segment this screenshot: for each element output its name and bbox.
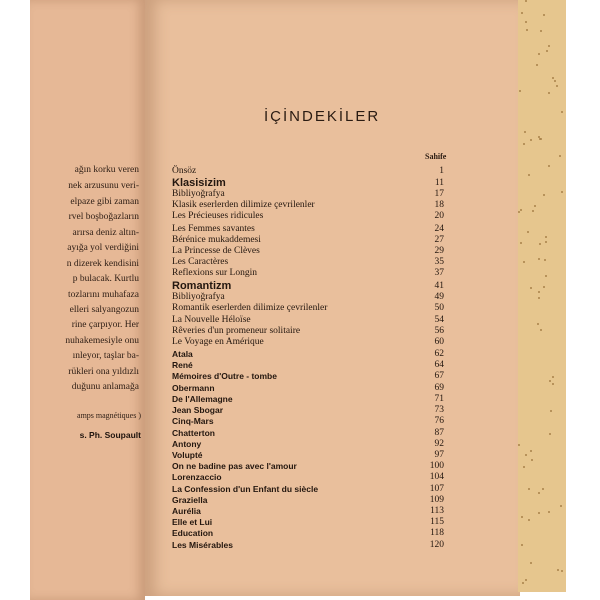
paper-speck [532, 210, 534, 212]
paper-speck [528, 174, 530, 176]
toc-entry-title: Klasisizim [172, 177, 226, 189]
toc-entry [172, 383, 444, 393]
toc-entry-page: 97 [434, 450, 444, 460]
toc-entry [172, 292, 444, 302]
paper-speck [543, 14, 545, 16]
paper-speck [545, 241, 547, 243]
toc-entry-page: 120 [429, 540, 444, 550]
page-edge-stack [518, 0, 566, 592]
paper-speck [560, 505, 562, 507]
paper-speck [525, 454, 527, 456]
toc-entry-title: Chatterton [172, 428, 215, 438]
paper-speck [552, 376, 554, 378]
toc-entry-title: Rêveries d'un promeneur solitaire [172, 326, 301, 336]
paper-speck [518, 444, 520, 446]
paper-speck [548, 45, 550, 47]
paper-speck [561, 570, 563, 572]
paper-speck [552, 383, 554, 385]
toc-entry [172, 506, 444, 516]
paper-speck [525, 0, 527, 2]
paper-speck [536, 64, 538, 66]
toc-entry-title: Les Misérables [172, 540, 233, 550]
paper-speck [538, 512, 540, 514]
toc-entry-page: 24 [434, 224, 444, 234]
toc-entry-title: Education [172, 528, 214, 538]
toc-entry-title: Le Voyage en Amérique [172, 337, 264, 347]
paper-speck [554, 80, 556, 82]
toc-entry-title: Jean Sbogar [172, 405, 224, 415]
toc-entry-page: 27 [434, 235, 444, 245]
paper-speck [538, 297, 540, 299]
toc-entry-title: La Princesse de Clèves [172, 246, 260, 256]
paper-speck [525, 21, 527, 23]
toc-entry [172, 200, 444, 210]
left-page-text-line: nek arzusunu veri- [68, 181, 139, 191]
toc-entry-page: 50 [434, 303, 444, 313]
left-page-text-line: duğunu anlamağa [71, 382, 139, 392]
toc-section-heading [172, 281, 444, 291]
paper-speck [527, 231, 529, 233]
toc-entry [172, 166, 444, 176]
toc-entry-page: 18 [434, 200, 444, 210]
left-page-text-line: ağın korku veren [74, 165, 139, 175]
toc-entry-page: 69 [434, 383, 444, 393]
toc-entry [172, 303, 444, 313]
paper-speck [521, 516, 523, 518]
toc-entry-page: 109 [429, 495, 444, 505]
toc-entry-page: 49 [434, 292, 444, 302]
left-page-text-line: elleri salyangozun [69, 305, 139, 315]
contents-title: İÇİNDEKİLER [264, 108, 381, 125]
toc-entry-title: Önsöz [172, 166, 197, 176]
toc-entry [172, 416, 444, 426]
paper-speck [524, 131, 526, 133]
toc-entry-title: Antony [172, 439, 202, 449]
toc-entry-page: 71 [434, 394, 444, 404]
paper-speck [528, 488, 530, 490]
toc-entry [172, 450, 444, 460]
toc-entry [172, 189, 444, 199]
toc-entry-page: 87 [434, 428, 444, 438]
toc-entry [172, 528, 444, 538]
left-page-text-line: p bulacak. Kurtlu [72, 274, 139, 284]
toc-entry [172, 484, 444, 494]
toc-entry-title: La Confession d'un Enfant du siècle [172, 484, 319, 494]
toc-entry-page: 100 [429, 461, 444, 471]
toc-entry-title: Aurélia [172, 506, 201, 516]
toc-entry [172, 257, 444, 267]
paper-speck [544, 259, 546, 261]
toc-entry-title: Romantik eserlerden dilimize çevrilenler [172, 303, 328, 313]
toc-entry-title: Romantizm [172, 280, 232, 292]
toc-entry-title: Reflexions sur Longin [172, 268, 257, 278]
toc-entry [172, 360, 444, 370]
toc-entry-title: La Nouvelle Héloïse [172, 315, 251, 325]
paper-speck [561, 111, 563, 113]
left-page-text-line: elpaze gibi zaman [70, 197, 139, 207]
paper-speck [521, 544, 523, 546]
toc-entry-title: Klasik eserlerden dilimize çevrilenler [172, 200, 315, 210]
paper-speck [521, 12, 523, 14]
toc-entry-page: 115 [430, 517, 444, 527]
toc-entry-title: On ne badine pas avec l'amour [172, 461, 297, 471]
toc-entry-page: 73 [434, 405, 444, 415]
paper-speck [520, 242, 522, 244]
toc-entry [172, 439, 444, 449]
paper-speck [550, 410, 552, 412]
toc-entry-page: 76 [434, 416, 444, 426]
toc-entry-title: Bérénice mukaddemesi [172, 235, 261, 245]
toc-entry-page: 92 [434, 439, 444, 449]
paper-speck [545, 236, 547, 238]
left-page-text-line: rükleri ona yıldızlı [68, 367, 139, 377]
toc-section-heading [172, 178, 444, 188]
toc-entry-page: 62 [434, 349, 444, 359]
left-page-text-line: n dizerek kendisini [66, 259, 139, 269]
paper-speck [526, 29, 528, 31]
toc-entry [172, 495, 444, 505]
paper-speck [538, 258, 540, 260]
paper-speck [552, 77, 554, 79]
paper-speck [543, 286, 545, 288]
toc-entry-page: 56 [434, 326, 444, 336]
paper-speck [549, 433, 551, 435]
left-facing-page [30, 0, 145, 600]
paper-speck [540, 30, 542, 32]
paper-speck [548, 165, 550, 167]
paper-speck [530, 562, 532, 564]
toc-entry-title: Graziella [172, 495, 208, 505]
toc-entry-page: 118 [430, 528, 444, 538]
paper-speck [523, 261, 525, 263]
left-page-text-line: ınleyor, taşlar ba- [72, 351, 139, 361]
paper-speck [540, 329, 542, 331]
paper-speck [546, 50, 548, 52]
toc-entry-page: 64 [434, 360, 444, 370]
toc-entry-title: Elle et Lui [172, 517, 213, 527]
toc-entry-page: 29 [434, 246, 444, 256]
toc-entry-page: 37 [434, 268, 444, 278]
toc-entry [172, 371, 444, 381]
toc-entry [172, 246, 444, 256]
toc-entry [172, 315, 444, 325]
paper-speck [518, 211, 520, 213]
toc-entry-title: De l'Allemagne [172, 394, 233, 404]
toc-entry-page: 54 [434, 315, 444, 325]
paper-speck [539, 138, 541, 140]
paper-speck [530, 450, 532, 452]
paper-speck [523, 143, 525, 145]
toc-entry [172, 540, 444, 550]
left-page-author: s. Ph. Soupault [79, 430, 141, 440]
paper-speck [548, 511, 550, 513]
left-page-text-line: rvel boşboğazların [68, 212, 139, 222]
left-page-text-line: ayığa yol verdiğini [67, 243, 139, 253]
paper-speck [561, 191, 563, 193]
toc-entry-page: 60 [434, 337, 444, 347]
toc-entry-title: Les Caractères [172, 257, 229, 267]
left-page-text-line: nuhakemesiyle onu [65, 336, 139, 346]
paper-speck [548, 92, 550, 94]
paper-speck [557, 569, 559, 571]
toc-entry-title: Mémoires d'Outre - tombe [172, 371, 277, 381]
toc-entry [172, 211, 444, 221]
toc-entry [172, 337, 444, 347]
paper-speck [528, 519, 530, 521]
paper-speck [539, 243, 541, 245]
toc-entry-page: 35 [434, 257, 444, 267]
paper-speck [545, 275, 547, 277]
paper-speck [530, 287, 532, 289]
toc-entry [172, 461, 444, 471]
toc-entry-title: Bibliyoğrafya [172, 292, 225, 302]
paper-speck [542, 488, 544, 490]
paper-speck [538, 291, 540, 293]
toc-entry-page: 11 [434, 178, 444, 188]
paper-speck [556, 85, 558, 87]
toc-entry-page: 17 [434, 189, 444, 199]
toc-entry-title: Volupté [172, 450, 203, 460]
paper-speck [525, 579, 527, 581]
toc-entry [172, 224, 444, 234]
paper-speck [530, 139, 532, 141]
toc-entry-page: 107 [429, 484, 444, 494]
toc-entry-title: Atala [172, 349, 193, 359]
paper-speck [520, 209, 522, 211]
page-column-header: Sahife [425, 152, 447, 161]
toc-entry [172, 349, 444, 359]
toc-entry [172, 472, 444, 482]
toc-entry-page: 113 [430, 506, 444, 516]
paper-speck [531, 459, 533, 461]
toc-entry-title: Cinq-Mars [172, 416, 214, 426]
toc-entry-page: 20 [434, 211, 444, 221]
paper-speck [559, 155, 561, 157]
left-page-caption: amps magnétiques ) [77, 411, 141, 420]
toc-entry [172, 405, 444, 415]
paper-speck [523, 466, 525, 468]
paper-speck [543, 194, 545, 196]
toc-entry [172, 235, 444, 245]
paper-speck [549, 380, 551, 382]
toc-entry-page: 1 [439, 166, 444, 176]
toc-entry-title: Bibliyoğrafya [172, 189, 225, 199]
left-page-text-line: rine çarpıyor. Her [71, 320, 139, 330]
toc-entry-title: Les Femmes savantes [172, 224, 255, 234]
left-page-text-line: arırsa deniz altın- [72, 228, 139, 238]
toc-entry [172, 268, 444, 278]
left-page-text-line: tozlarını muhafaza [68, 290, 139, 300]
toc-entry [172, 394, 444, 404]
paper-speck [537, 323, 539, 325]
toc-entry-title: Lorenzaccio [172, 472, 222, 482]
toc-entry [172, 428, 444, 438]
toc-entry-title: Les Précieuses ridicules [172, 211, 264, 221]
toc-entry-title: Obermann [172, 383, 215, 393]
paper-speck [519, 90, 521, 92]
paper-speck [538, 53, 540, 55]
toc-entry-page: 41 [434, 281, 444, 291]
toc-entry-page: 104 [429, 472, 444, 482]
toc-entry-page: 67 [434, 371, 444, 381]
toc-entry [172, 326, 444, 336]
paper-speck [522, 582, 524, 584]
toc-entry-title: René [172, 360, 193, 370]
paper-speck [534, 205, 536, 207]
paper-speck [538, 492, 540, 494]
toc-entry [172, 517, 444, 527]
